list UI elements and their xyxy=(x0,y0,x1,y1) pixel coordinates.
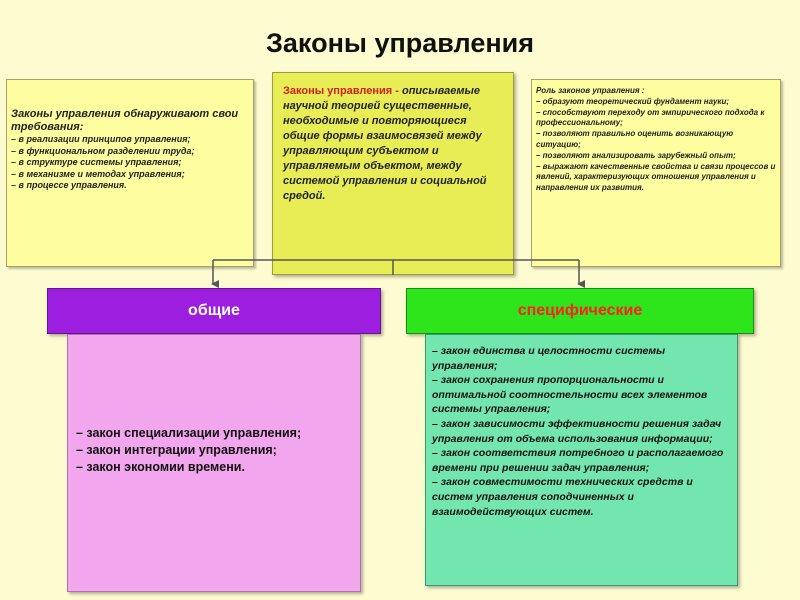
role-item: – позволяют правильно оценить возникающую ситуацию; xyxy=(536,129,734,149)
requirement-item: – в реализации принципов управления; xyxy=(11,134,191,144)
general-laws-panel xyxy=(67,334,361,592)
page-title: Законы управления xyxy=(266,28,534,58)
specific-laws-panel xyxy=(425,334,738,586)
general-law-item: – закон интеграции управления; xyxy=(76,443,277,457)
requirement-item: – в структуре системы управления; xyxy=(11,157,182,167)
definition-term: Законы управления - xyxy=(283,85,399,97)
specific-law-item: – закон сохранения пропорциональности и оптимальной соотностельности всех элементов системы управления; xyxy=(432,374,708,416)
requirements-lead: Законы управления обнаруживают свои требования: xyxy=(11,108,239,133)
requirement-item: – в процессе управления. xyxy=(11,180,127,190)
general-law-item: – закон экономии времени. xyxy=(76,460,245,474)
role-item: – выражают качественные свойства и связи процессов и явлений, характеризующих отношения управления и направления их развития. xyxy=(536,161,776,193)
general-laws-header: общие xyxy=(47,288,381,334)
specific-law-item: – закон совместимости технических средств и систем управления соподчиненных и взаимодействующих систем. xyxy=(432,476,693,518)
definition-text: описываемые научной теорией существенные, необходимые и повторяющиеся общие формы взаимосвязей между управляющим субъектом и управляемым объектом, между системой управления и социальной средой. xyxy=(283,85,487,202)
general-law-item: – закон специализации управления; xyxy=(76,426,302,440)
role-item: – способствуют переходу от эмпирического подхода к профессиональному; xyxy=(536,107,765,128)
specific-laws-header: специфические xyxy=(406,288,754,334)
requirement-item: – в механизме и методах управления; xyxy=(11,168,185,179)
role-heading: Роль законов управления : xyxy=(536,86,645,95)
specific-law-item: – закон соответствия потребного и располагаемого времени при решении задач управления; xyxy=(432,447,724,474)
specific-law-item: – закон зависимости эффективности решения задач управления от объема использования информации; xyxy=(432,417,722,445)
role-item: – позволяют анализировать зарубежный опыт; xyxy=(536,150,736,160)
requirement-item: – в функциональном разделении труда; xyxy=(11,145,195,156)
specific-law-item: – закон единства и целостности системы управления; xyxy=(432,345,666,372)
role-item: – образуют теоретический фундамент науки; xyxy=(536,96,730,106)
